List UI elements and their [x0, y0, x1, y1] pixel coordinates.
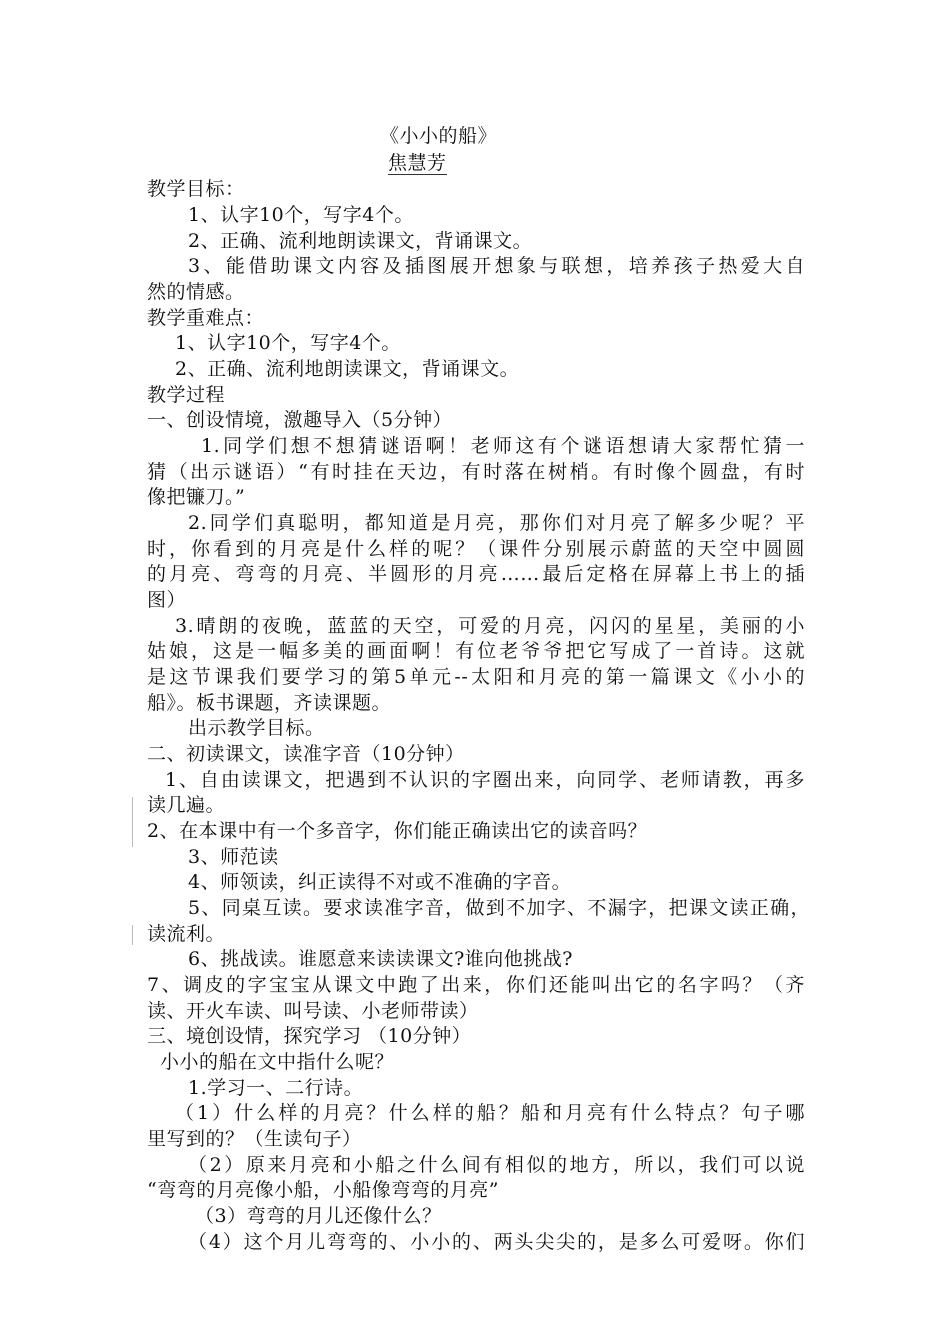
text-line: （3）弯弯的月儿还像什么？: [195, 1205, 442, 1227]
text-line: 3、师范读: [188, 846, 279, 868]
text-line: 的月亮、弯弯的月亮、半圆形的月亮……最后定格在屏幕上书上的插: [147, 563, 805, 585]
text-line: 1、认字10个，写字4个。: [188, 204, 414, 226]
text-line: 是这节课我们要学习的第5单元--太阳和月亮的第一篇课文《小小的: [147, 666, 805, 688]
text-line: 读流利。: [147, 923, 226, 945]
text-line: 教学目标：: [147, 178, 245, 200]
text-line: 5、同桌互读。要求读准字音，做到不加字、不漏字，把课文读正确，: [188, 897, 810, 919]
revision-bar: [132, 797, 133, 847]
text-line: 读、开火车读、叫号读、小老师带读）: [147, 1000, 479, 1022]
text-line: 1、自由读课文，把遇到不认识的字圈出来，向同学、老师请教，再多: [165, 769, 805, 791]
text-line: 2、正确、流利地朗读课文，背诵课文。: [188, 230, 533, 252]
text-line: 1、认字10个，写字4个。: [175, 332, 401, 354]
text-line: 2.同学们真聪明，都知道是月亮，那你们对月亮了解多少呢？平: [188, 512, 805, 534]
text-line: 时，你看到的月亮是什么样的呢？（课件分别展示蔚蓝的天空中圆圆: [147, 538, 805, 560]
text-line: 出示教学目标。: [188, 717, 325, 739]
text-line: 读几遍。: [147, 794, 226, 816]
text-line: 教学重难点：: [147, 307, 265, 329]
text-line: 一、创设情境，激趣导入（5分钟）: [147, 409, 453, 431]
revision-bar: [132, 925, 133, 945]
text-line: 2、在本课中有一个多音字，你们能正确读出它的读音吗？: [147, 820, 648, 842]
text-line: 6、挑战读。谁愿意来读读课文?谁向他挑战?: [188, 948, 573, 970]
text-line: （4）这个月儿弯弯的、小小的、两头尖尖的，是多么可爱呀。你们: [188, 1231, 805, 1253]
text-line: 猜（出示谜语）“有时挂在天边，有时落在树梢。有时像个圆盘，有时: [147, 461, 805, 483]
text-line: 里写到的？（生读句子）: [147, 1128, 362, 1150]
text-line: 二、初读课文，读准字音（10分钟）: [147, 743, 465, 765]
text-line: （2）原来月亮和小船之什么间有相似的地方，所以，我们可以说: [188, 1154, 805, 1176]
document-title: 《小小的船》: [380, 125, 498, 147]
text-line: 3.晴朗的夜晚，蓝蓝的天空，可爱的月亮，闪闪的星星，美丽的小: [175, 615, 805, 637]
text-line: 教学过程: [147, 384, 226, 406]
text-line: 像把镰刀。”: [147, 486, 246, 508]
text-line: 7、调皮的字宝宝从课文中跑了出来，你们还能叫出它的名字吗？（齐: [147, 974, 805, 996]
text-line: 3、能借助课文内容及插图展开想象与联想，培养孩子热爱大自: [188, 255, 805, 277]
document-author: 焦慧芳: [388, 151, 447, 177]
text-line: 三、境创设情，探究学习 （10分钟）: [147, 1025, 472, 1047]
text-line: 1.同学们想不想猜谜语啊！老师这有个谜语想请大家帮忙猜一: [201, 435, 805, 457]
text-line: 然的情感。: [147, 281, 245, 303]
text-line: “弯弯的月亮像小船，小船像弯弯的月亮”: [147, 1179, 499, 1201]
text-line: 姑娘，这是一幅多美的画面啊！有位老爷爷把它写成了一首诗。这就: [147, 640, 805, 662]
text-line: （1）什么样的月亮？什么样的船？船和月亮有什么特点？句子哪: [175, 1102, 805, 1124]
text-line: 2、正确、流利地朗读课文，背诵课文。: [175, 358, 520, 380]
text-line: 船》。板书课题，齐读课题。: [147, 692, 392, 714]
text-line: 4、师领读，纠正读得不对或不准确的字音。: [188, 871, 572, 893]
text-line: 小小的船在文中指什么呢？: [160, 1051, 395, 1073]
text-line: 图）: [147, 589, 187, 611]
text-line: 1.学习一、二行诗。: [188, 1077, 364, 1099]
